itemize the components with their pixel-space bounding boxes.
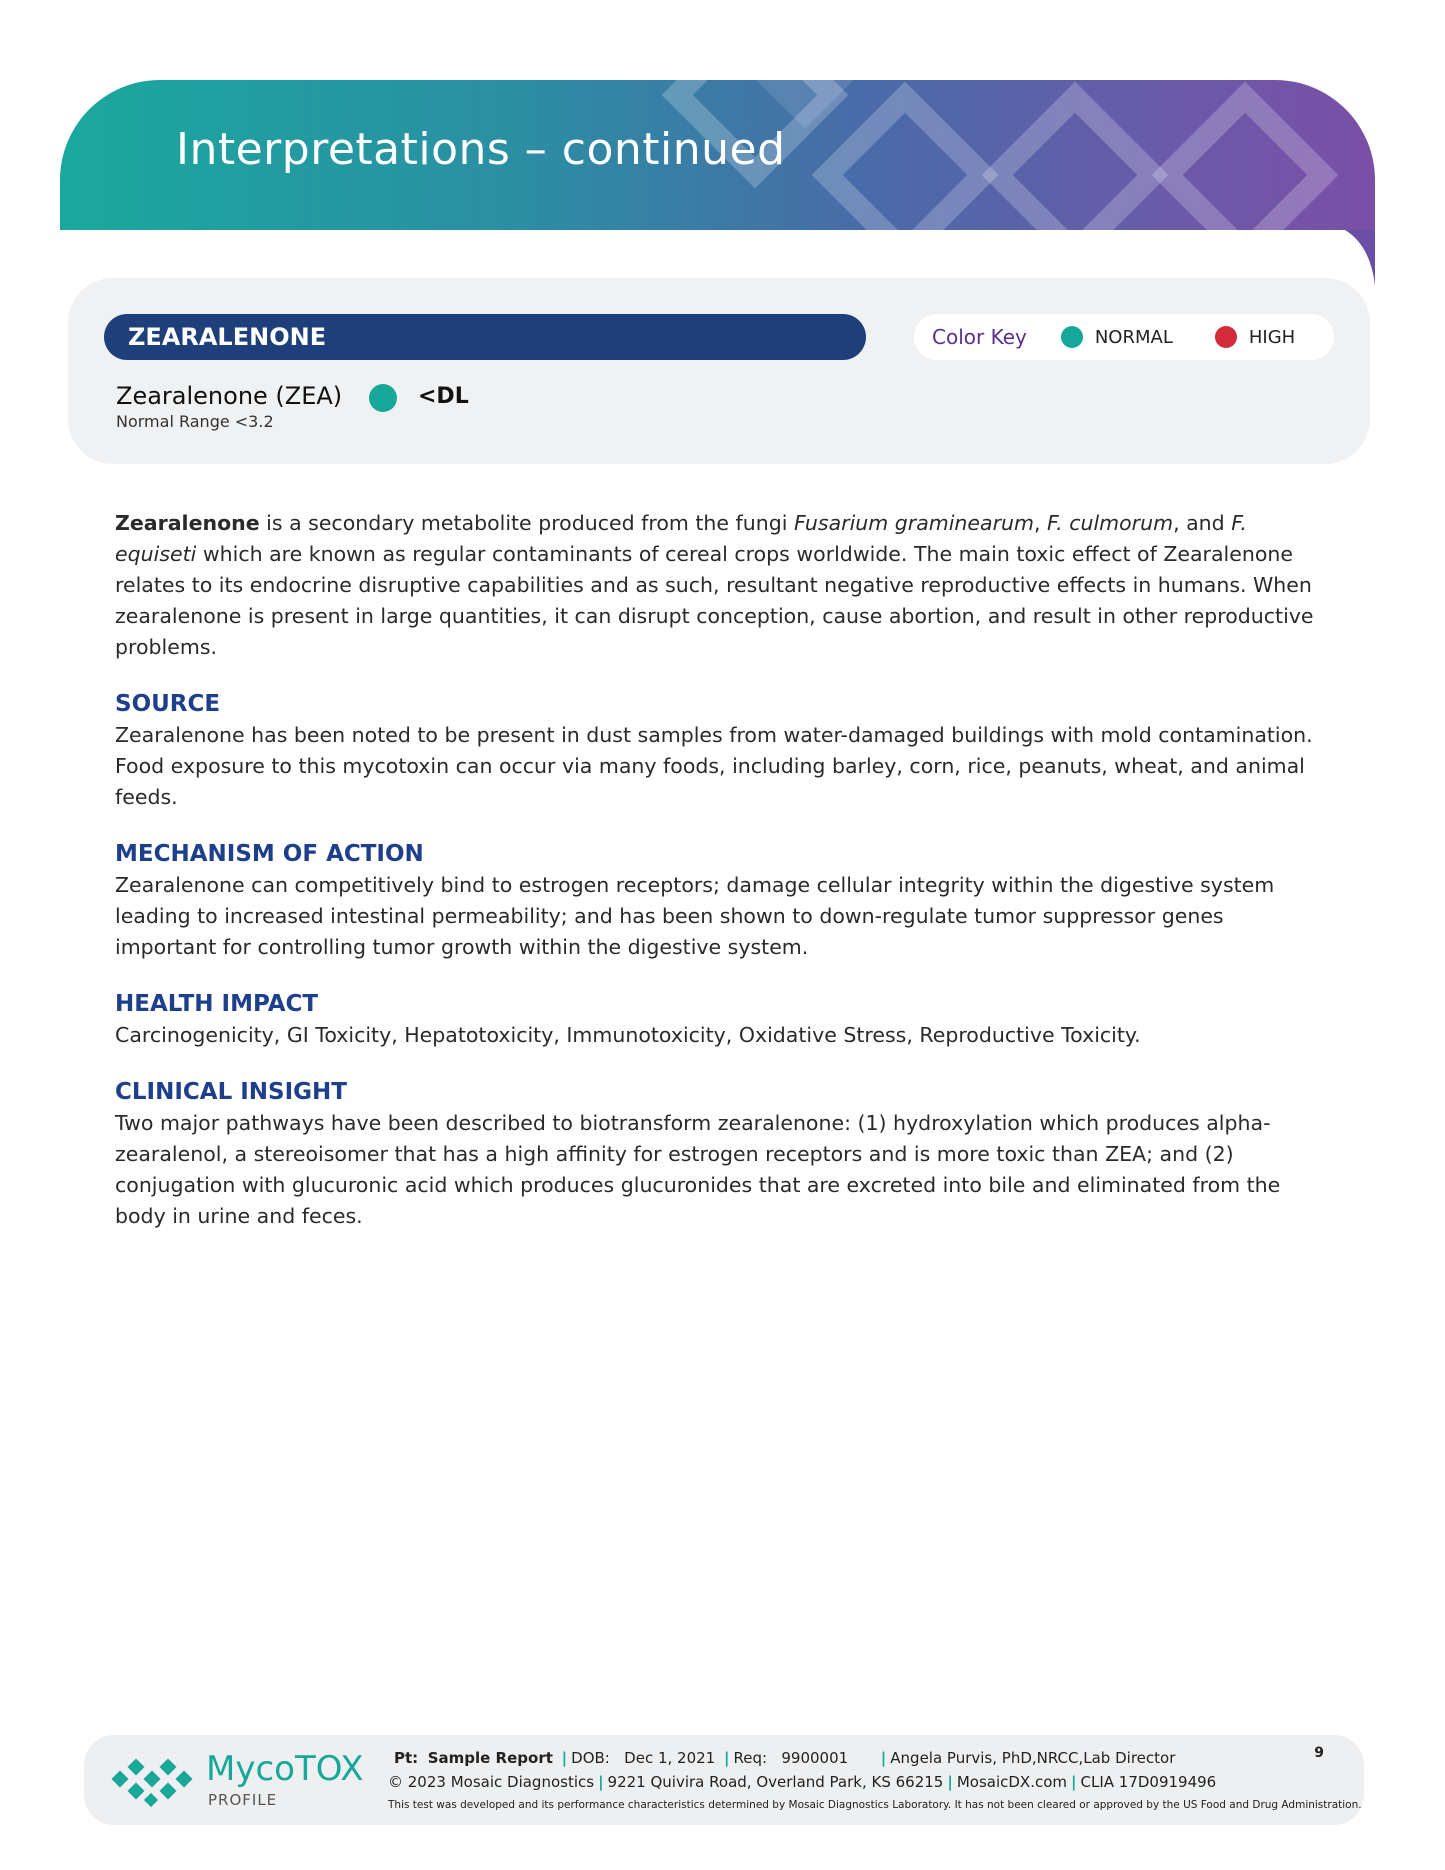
color-key <box>914 314 1334 360</box>
req-label: Req: <box>733 1749 768 1767</box>
company-info-line <box>388 1773 1216 1791</box>
logo-text: MycoTOX <box>206 1749 364 1789</box>
pt-label: Pt: <box>394 1749 419 1767</box>
section-source <box>115 689 1330 813</box>
footer <box>84 1735 1364 1825</box>
section-body: Zearalenone can competitively bind to estrogen receptors; damage cellular integrity within the digestive system leading to increased intestinal permeability; and has been shown to down-regulate tumor suppressor genes important for controlling tumor growth within the digestive system. <box>115 873 1275 959</box>
section-body: Zearalenone has been noted to be present in dust samples from water-damaged buildings with mold contamination. Food exposure to this mycotoxin can occur via many foods, including barley, corn, rice, peanuts, wheat, and animal feeds. <box>115 723 1313 809</box>
separator: | <box>561 1749 568 1767</box>
section-clinical-insight <box>115 1077 1330 1232</box>
dob-label: DOB: <box>571 1749 610 1767</box>
dob-value: Dec 1, 2021 <box>624 1749 716 1767</box>
normal-dot-icon <box>1061 326 1083 348</box>
separator: | <box>1071 1773 1077 1791</box>
req-value: 9900001 <box>781 1749 849 1767</box>
intro-text-3: , and <box>1173 511 1232 535</box>
section-heading: CLINICAL INSIGHT <box>115 1079 347 1105</box>
section-health-impact <box>115 989 1330 1051</box>
header-banner <box>60 80 1375 230</box>
section-body: Carcinogenicity, GI Toxicity, Hepatotoxicity, Immunotoxicity, Oxidative Stress, Reproductive Toxicity. <box>115 1023 1141 1047</box>
section-body: Two major pathways have been described to biotransform zearalenone: (1) hydroxylation which produces alpha-zearalenol, a stereoisomer that has a high affinity for estrogen receptors and is more toxic than ZEA; and (2) conjugation with glucuronic acid which produces glucuronides that are excreted into bile and eliminated from the body in urine and feces. <box>115 1111 1281 1228</box>
high-label: HIGH <box>1248 326 1296 348</box>
separator: | <box>947 1773 953 1791</box>
page-number: 9 <box>1314 1745 1324 1761</box>
intro-paragraph <box>115 508 1330 663</box>
page-title: Interpretations – continued <box>176 124 786 175</box>
section-heading: SOURCE <box>115 691 221 717</box>
intro-text-4: which are known as regular contaminants of cereal crops worldwide. The main toxic effect of Zearalenone relates to its endocrine disruptive capabilities and as such, resultant negative reproductive effects in humans. When zearalenone is present in large quantities, it can disrupt conception, cause abortion, and result in other reproductive problems. <box>115 542 1314 659</box>
analyte-value: <DL <box>418 384 469 409</box>
section-heading: HEALTH IMPACT <box>115 991 319 1017</box>
separator: | <box>598 1773 604 1791</box>
section-mechanism <box>115 839 1330 963</box>
normal-label: NORMAL <box>1094 326 1173 348</box>
intro-text-2: , <box>1033 511 1048 535</box>
address: 9221 Quivira Road, Overland Park, KS 66215 <box>607 1773 944 1791</box>
website-link[interactable]: MosaicDX.com <box>956 1773 1068 1791</box>
clia-number: CLIA 17D0919496 <box>1080 1773 1217 1791</box>
section-heading: MECHANISM OF ACTION <box>115 841 424 867</box>
mycotox-logo-icon <box>110 1755 200 1809</box>
intro-species-3: F. equiseti <box>115 511 1247 566</box>
logo-subtitle: PROFILE <box>208 1791 278 1809</box>
high-dot-icon <box>1215 326 1237 348</box>
separator: | <box>724 1749 730 1767</box>
normal-range: Normal Range <3.2 <box>116 412 274 431</box>
color-key-title: Color Key <box>932 325 1027 349</box>
patient-info-line <box>394 1749 1175 1767</box>
status-dot-icon <box>369 384 397 412</box>
banner-curve <box>1345 230 1375 285</box>
interpretation-content <box>115 508 1330 1232</box>
lab-director: Angela Purvis, PhD,NRCC,Lab Director <box>890 1749 1176 1767</box>
analyte-group-title: ZEARALENONE <box>104 314 866 360</box>
intro-species-1: Fusarium graminearum <box>793 511 1034 535</box>
analyte-name: Zearalenone (ZEA) <box>116 382 343 410</box>
pt-value: Sample Report <box>427 1749 553 1767</box>
intro-lead: Zearalenone <box>115 511 260 535</box>
intro-text-1: is a secondary metabolite produced from the fungi <box>259 511 794 535</box>
intro-species-2: F. culmorum <box>1047 511 1174 535</box>
copyright: © 2023 Mosaic Diagnostics <box>388 1773 595 1791</box>
result-card <box>68 278 1370 464</box>
separator: | <box>880 1749 887 1767</box>
fda-disclaimer: This test was developed and its performance characteristics determined by Mosaic Diagnostics Laboratory. It has not been cleared or approved by the US Food and Drug Administration. <box>388 1799 1362 1811</box>
